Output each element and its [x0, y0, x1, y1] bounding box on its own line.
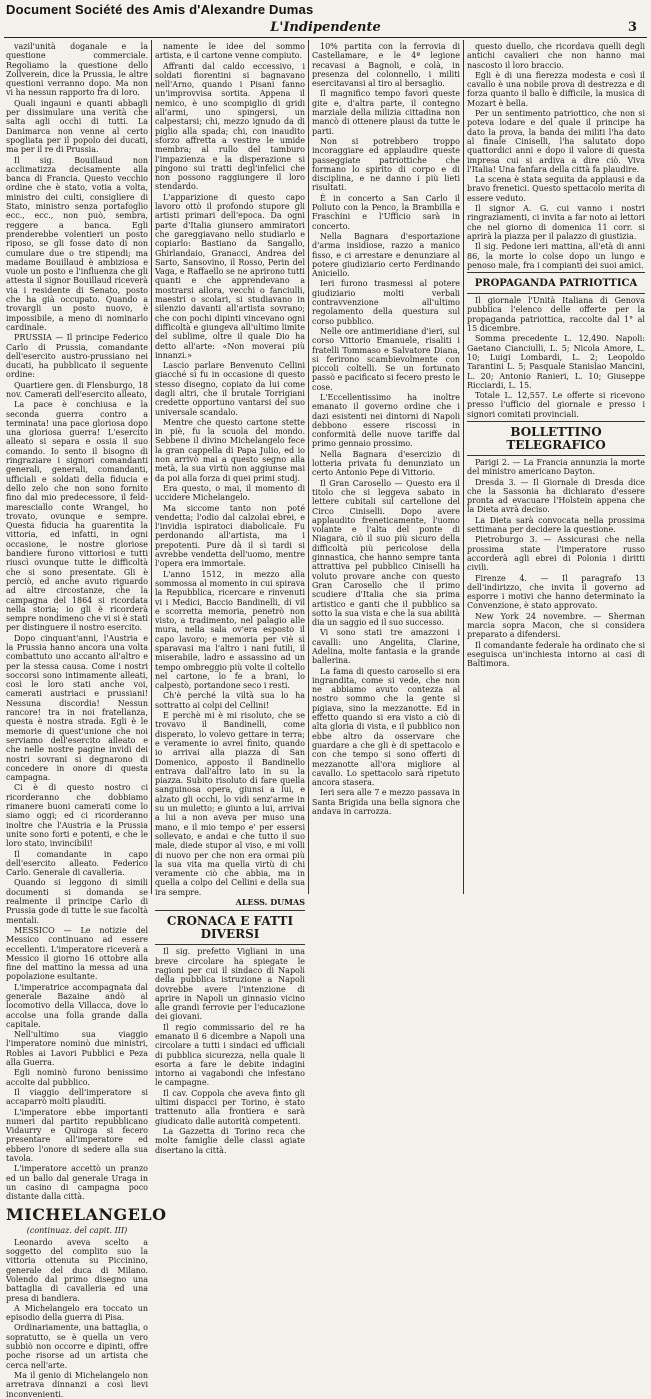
article-paragraph: Lascio parlare Benvenuto Cellini giacché sì fu in occasione di questo stesso disegno, copiato da lui come dagli altri, che il brutale Torrigiani credette opportuno vantarsi del suo universale scandalo.	[155, 361, 305, 417]
article-paragraph: PRUSSIA — Il principe Federico Carlo di Prussia, comandante dell'esercito austro-prussiano nei ducati, ha pubblicato il seguente ordine:	[6, 333, 148, 380]
bollettino-paragraphs	[467, 458, 645, 669]
article-paragraph: vazil'unità doganale e la questione commerciale. Regoliamo la questione dello Zollverein, dice la Prussia, le altre questioni verranno dopo. Ma non vi ha nessun rapporto fra di loro.	[6, 42, 148, 98]
article-paragraph: L'imperatore ebbe importanti numeri dal partito repubblicano Vidaurry e Quiroga si fecero presentare all'imperatore ed ebbero l'onore di sedere alla sua tavola.	[6, 1107, 148, 1164]
watermark-text: Document Société des Amis d'Alexandre Dumas	[6, 2, 314, 17]
telegram-paragraph: Dresda 3. — Il Giornale di Dresda dice che la Sassonia ha dichiarato d'essere pronta ad evacuare l'Holstein appena che la Dieta avrà deciso.	[467, 477, 645, 515]
news-paragraph: Egli è di una fierezza modesta e così il cavallo è una nobile prova di destrezza e di forza quanto il ballo è difficile, la musica di Mozart è bella.	[467, 70, 645, 108]
michelangelo-heading: MICHELANGELO	[6, 1204, 167, 1224]
news-paragraph: La fama di questo carosello si era ingrandita, come si vede, che non ne abbiamo avuto contezza al nostro sommo che la gente si pigiava, sino la mezzanotte. Ed in effetto quando si era visto a ciò di alta gloria di vista, e il pubblico non ebbe altro da osservare che guardare a che gli è di spettacolo e con che tempo si sono offerti di mezzanotte all'ora migliore al cavallo. Lo spettacolo sarà ripetuto ancora stasera.	[312, 666, 460, 788]
article-paragraph: Egli nominò furono benissimo accolte dal pubblico.	[6, 1068, 148, 1087]
michelangelo-paragraphs	[6, 1238, 148, 1399]
column-divider	[151, 40, 152, 894]
news-paragraph: Il magnifico tempo favorì queste gite e, d'altra parte, il contegno marziale della milizia cittadina non mancò di ottenere plausi da tutte le parti.	[312, 89, 460, 136]
news-paragraph: Il sig. prefetto Vigliani in una breve circolare ha spiegate le ragioni per cui il sindaco di Napoli della pubblica istruzione a Napoli dovrebbe avere l'intenzione di aprire in Napoli un ginnasio vicino alle grandi ferrovie per l'educazione dei giovani.	[155, 947, 305, 1022]
article-paragraph: Dopo cinquant'anni, l'Austria e la Prussia hanno ancora una volta combattuto uno accanto all'altro e per la stessa causa. Come i nostri soccorsi sono intimamente alleati, così le loro stati anche voi, camerati austriaci e prussiani! Nessuna discordia! Nessun rancore! tra in noi fratellanza, questa è nostra strada. Egli è le memorie di quest'unione che noi serviamo dell'esercito alleato e che nelle nostre pagine invidi dei nostri sovrani si degnarono di concedere in onore di questa campagna.	[6, 633, 148, 783]
telegram-paragraph: Il comandante federale ha ordinato che si eseguisca un'inchiesta intorno ai casi di Baltimora.	[467, 640, 645, 669]
article-paragraph: Il comandante in capo dell'esercito alleato. Federico Carlo. Generale di cavalleria.	[6, 849, 148, 878]
column-3	[312, 42, 460, 894]
article-paragraph: namente le idee del sommo artista, e il cartone venne compiuto.	[155, 42, 305, 61]
news-paragraph: Nelle ore antimeridiane d'ieri, sul corso Vittorio Emanuele, risaliti i fratelli Tommaso e Salvatore Diana, si ferirono scambievolmente con piccoli coltelli. Se un fortunato passò e pacificato si fecero presto le cose.	[312, 326, 460, 392]
article-paragraph: Ma il genio di Michelangelo non arretrava dinnanzi a così lievi inconvenienti.	[6, 1370, 148, 1399]
article-paragraph: Il sig. Bouillaud non acclimatizza decisamente alla banca di Francia. Questo vecchio ordine che è stato, votia a volta, ministro dei culti, consigliere di Stato, ministro senza portafoglio ecc., ecc., non può, sembra, reggere a banca. Egli prenderebbe volentieri un posto riposo, se gli fosse dato di non cumulare due o tre stipendi; ma madame Bouillaud è ambiziosa e vuole un posto e l'influenza che gli attesta il signor Bouillaud riceverà via i residente di Senato, posto che ha già occupato. Quando a trovargli un posto nuovo, è impossibile, a meno di nominarlo cardinale.	[6, 155, 148, 332]
article-paragraph: L'imperatrice accompagnata dal generale Bazaine andò al locomotivo della Villacca, dove lo accolse una folla grande dalla capitale.	[6, 982, 148, 1029]
article-paragraph: Ordinariamente, una battaglia, o sopratutto, se è quella un vero subbiò non occorre e dipinti, offre poche risorse ad un artista che cerca nell'arte.	[6, 1323, 148, 1370]
news-paragraph: Non si potrebbero troppo incoraggiare ed applaudire queste passeggiate patriottiche che formano lo spirito di corpo e di disciplina, e ne danno i più lieti risultati.	[312, 136, 460, 193]
telegram-paragraph: Firenze 4. — Il paragrafo 13 dell'indirizzo, che invita il governo ad esporre i motivi che hanno determinato la Convenzione, è stato approvato.	[467, 573, 645, 611]
michelangelo-subheading: (continuaz. del capit. III)	[26, 1225, 128, 1235]
news-paragraph: La Gazzetta di Torino reca che molte famiglie delle classi agiate disertano la città.	[155, 1126, 305, 1155]
article-paragraph: Ch'è perché la viltà sua lo ha sottratto ai colpi del Cellini!	[155, 691, 305, 710]
news-paragraph: Somma precedente L. 12,490. Napoli: Gaetano Cianciulli, L. 5; Nicola Amore, L. 10; Luigi Lombardi, L. 2; Leopoldo Tarantini L. 5; Pasquale Stanislao Mancini, L. 20; Antonio Ranieri, L. 10; Giuseppe Ricciardi, L. 15.	[467, 334, 645, 390]
news-paragraph: Ieri furono trasmessi al potere giudiziario molti verbali contravvenzione all'ultimo regolamento della questura sul corso pubblico.	[312, 279, 460, 326]
article-paragraph: L'apparizione di questo capo lavoro ottò il profondo stupore gli artisti primari dell'epoca. Da ogni parte d'Italia giunsero ammiratori che gareggiavano nello studiarlo e copiarlo: Bastiano da Sangallo, Ghirlandaio, Granacci, Andrea del Sarto, Sansovino, il Rosso, Perin del Vaga, e Raffaello se ne aprirono tutti quanti e che apprendevano a mostrarsi allora, vecchi o fanciulli, maestri o scolari, si studiavano in silenzio davanti all'artista sovrano; che con pochi dipinti vincevano ogni difficoltà e giungeva all'ultimo limite del sublime, oltre il quale Dio ha detto all'arte: «Non moverai più innanzi.»	[155, 192, 305, 360]
article-paragraph: Il viaggio dell'imperatore si accaparrò molti plauditi.	[6, 1087, 148, 1107]
article-paragraph: L'imperatore accettò un pranzo ed un ballo dal generale Uraga in un casino di campagna poco distante dalla città.	[6, 1164, 148, 1202]
news-paragraph: L'Eccellentissimo ha inoltre emanato il governo ordine che i dazi esistenti nei dintorni di Napoli debbono essere riscossi in conformità delle nuove tariffe dal primo gennaio prossimo.	[312, 392, 460, 449]
news-paragraph: Ieri sera alle 7 e mezzo passava in Santa Brigida una bella signora che andava in carrozza.	[312, 788, 460, 817]
masthead-title: L'Indipendente	[270, 20, 381, 35]
news-paragraph: Il cav. Coppola che aveva finto gli ultimi dispacci per Torino, è stato trattenuto alla frontiera e sarà giudicato dalle autorità competenti.	[155, 1088, 305, 1126]
article-paragraph: Leonardo aveva scelto a soggetto del complito suo la vittoria ottenuta su Piccinino, generale del duca di Milano. Volendo dal primo disegno una battaglia di cavalleria ed una presa di bandiera.	[6, 1237, 148, 1303]
column-divider	[308, 40, 309, 894]
news-paragraph: È in concerto a San Carlo il Poliuto con la Penco, la Brambilla e Fraschini e l'Ufficio sarà in concerto.	[312, 193, 460, 231]
telegram-paragraph: La Dieta sarà convocata nella prossima settimana per decidere la questione.	[467, 515, 645, 535]
article-paragraph: Era questo, o mai, il momento di uccidere Michelangelo.	[155, 483, 305, 503]
article-paragraph: Quando si leggono di simili documenti si domanda se realmente il principe Carlo di Prussia gode di tutte le sue facoltà mentali.	[6, 878, 148, 925]
propaganda-paragraphs	[467, 296, 645, 419]
article-paragraph: Mentre che questo cartone stette in piè, fu la scuola del mondo. Sebbene il divino Michelangelo fece la gran cappella di Papa Julio, ed io non arrivò mai a questo segno alla metà, la sua virtù non aggiunse mai da poi alla forza di quei primi studj.	[155, 417, 305, 483]
column-3-paragraphs	[312, 42, 460, 816]
author-signature: ALESS. DUMAS	[235, 897, 305, 908]
telegram-paragraph: Parigi 2. — La Francia annunzia la morte del ministro americano Dayton.	[467, 457, 645, 477]
bollettino-heading: BOLLETTINO TELEGRAFICO	[506, 424, 606, 452]
article-paragraph: Quartiere gen. di Flensburgo, 18 nov. Camerati dell'esercito alleato,	[6, 380, 148, 399]
article-paragraph: Ci è di questo nostro ci ricorderanno che dobbiamo rimanere buoni camerati come lo siamo oggi; ed ci ricorderanno inoltre che l'Austria e la Prussia unite sono forti e potenti, e che le loro stato, invincibili!	[6, 783, 148, 849]
news-paragraph: Il regio commissario del re ha emanato il 6 dicembre a Napoli una circolare a tutti i sindaci ed ufficiali di pubblica sicurezza, nella quale li esorta a fare le debite indagini intorno ai vagabondi che infestano le campagne.	[155, 1022, 305, 1088]
news-paragraph: Vi sono stati tre amazzoni i cavalli: uno Angelita, Clarine, Adelina, molte fantasia e la grande ballerina.	[312, 628, 460, 666]
column-divider	[463, 40, 464, 894]
telegram-paragraph: Pietroburgo 3. — Assicurasi che nella prossima state l'imperatore russo accorderà agli ebrei di Polonia i diritti civili.	[467, 535, 645, 573]
column-1-paragraphs	[6, 42, 148, 1202]
column-1	[6, 42, 167, 1399]
column-4	[467, 42, 645, 894]
news-paragraph: Nella Bagnara d'esportazione d'arma insidiose, razzo a manico fisso, e ci arrestare e denunziare al potere giudiziario certo Ferdinando Aniciello.	[312, 231, 460, 279]
article-paragraph: Quali ingauni e quanti abbagli per dissimulare una verità che salta agli occhi di tutti. La Danimarca non venne al certo spogliata per il popolo dei ducati, ma per il re di Prussia.	[6, 98, 148, 155]
news-paragraph: Totale L. 12,557. Le offerte si ricevono presso l'ufficio del giornale e presso i signori comitati provinciali.	[467, 391, 645, 419]
news-paragraph: Il giornale l'Unità Italiana di Genova pubblica l'elenco delle offerte per la propaganda patriottica, raccolte dal 1° al 15 dicembre.	[467, 296, 645, 334]
header-rule	[4, 37, 647, 38]
article-paragraph: Affranti dal caldo eccessivo, i soldati fiorentini si bagnavano nell'Arno, quando i Pisani fanno un'improvvisa sortita. Appena il nemico, è uno scompiglio di gridi all'armi, uno spingersi, un calpestarsi; chi, mezzo ignudo da di piglio alla spada; chi, con inaudito sforzo affretta a vestire le umide membra; al rullo del tamburo l'impazienza e la disperazione si pingono sui tratti degl'infelici che non possono raggiungere il loro stendardo.	[155, 61, 305, 192]
article-paragraph: La pace è conchiusa e la seconda guerra contro a terminata! una pace gloriosa dopo una gloriosa guerra! L'esercito alleato si separa e ossia il suo comando. Io sento il bisogno di ringraziare i signori comandanti generali, generali, comandanti, ufficiali e soldati della fiducia e dello zelo che non sono fornito fino dal mio predecessore, il feld-maresciallo conte Wrangel, ho trovato, ovunque e sempre. Questa fiducia ha guarentita la vittoria, ed infatti, in ogni occasione, le nostre gloriose bandiere furono vittoriosi e tutti riuscì ovunque tutte le difficoltà che si sono presentate. Gli è perciò, ed anche avuto riguardo ad altre circostanze, che la campagna del 1864 si ricordata nella storia; io gli è ricorderà sempre nondimeno che vi si è stati per distinguere il nostro esercito.	[6, 400, 148, 633]
news-paragraph: Il Gran Carosello — Questo era il titolo che si leggeva sabato in lettere cubitali sul cartellone del Circo Ciniselli. Dopo avere applaudito freneticamente, l'uomo volante e l'alta del ponte di Niagara, ciò il suo più sicuro della difficoltà più pericolose della ginnastica, che hanno sempre tanta attrattiva pel pubblico Ciniselli ha voluto provare anche con questo Gran Carosello che il primo scudiere d'Italia che sia prima artistico e ganti che il pubblico sa sotto la sua vista e che la sua abilità dia un saggio ed il suo successo.	[312, 478, 460, 628]
column-2-paragraphs	[155, 42, 305, 897]
article-paragraph: MESSICO — Le notizie del Messico continuano ad essere eccellenti. L'imperatore riceverà a Messico il giorno 16 ottobre alla fine del mattino la messa ad una popolazione esultante.	[6, 925, 148, 982]
news-paragraph: Nella Bagnara d'esercizio di lotteria privata fu denunziato un certo Antonio Pepe di Vittorio.	[312, 449, 460, 478]
news-paragraph: 10% partita con la ferrovia di Castellamare, e le 4ª legione recavasi a Bagnoli, e colà, in presenza del colonnello, i militi esercitavansi al tiro al bersaglio.	[312, 42, 460, 89]
propaganda-heading: PROPAGANDA PATRIOTTICA	[474, 278, 638, 290]
article-paragraph: L'anno 1512, in mezzo alla sommossa al momento in cui spirava la Repubblica, ricercare e rinvenuti vi i Medici, Baccio Bandinelli, di vil e scorretta memoria, penetrò non visto, a tradimento, nel palagio alle mura, nella sala ov'era esposto il capo lavoro; e memoria per viè sì sparavasi ma l'altro i nani futili, il miserabile, ladro e assassino ad un tempo ombreggio più volte il coltello nel cartone, lo fe a brani, lo calpestò, portandone seco i resti.	[155, 569, 305, 691]
cronaca-paragraphs	[155, 947, 305, 1155]
cronaca-heading: CRONACA E FATTI DIVERSI	[166, 914, 294, 942]
news-paragraph: questo duello, che ricordava quelli degli antichi cavalieri che non hanno mai nascosto il loro braccio.	[467, 42, 645, 70]
article-paragraph: Nell'ultimo sua viaggio l'imperatore nominò due ministri, Robles ai Lavori Pubblici e Peza alla Guerra.	[6, 1030, 148, 1068]
page-number: 3	[627, 20, 637, 35]
news-paragraph: Il sig. Pedone ieri mattina, all'età di anni 86, la morte lo colse dopo un lungo e penoso male, fra i compianti dei suoi amici.	[467, 242, 645, 270]
column-2	[155, 42, 305, 1155]
column-4-paragraphs	[467, 42, 645, 270]
news-paragraph: Il signor A. G. cui vanno i nostri ringraziamenti, ci invita a far noto ai lettori che nel giorno di domenica 11 corr. si aprirà la piazza per il palazzo di giustizia.	[467, 204, 645, 241]
article-paragraph: E perchè mi è mi risoluto, che se trovavo il Bandinelli, come disperato, lo volevo gettare in terra; e veramente io avrei finito, quando io arrivai alla piazza di San Domenico, apposto il Bandinello entrava dall'altro lato in su la piazza. Subito risoluto di fare quella sanguinosa opera, giunsi a lui, e alzato gli occhi, lo vidi senz'arme in su un muletto; e giunto a lui, arrivai a lui a non aveva per muso una mano, e il mio tempo e' per essersi sollevato, e andai e che tutto il suo male, diede stupor al viso, e mi volli di nuovo per che non era ormai più la sua vita ma quella virtù di chi veramente ciò che abbia, ma in quella a colpo del Cellini e della sua ira sempre.	[155, 711, 305, 897]
news-paragraph: Per un sentimento patriottico, che non si poteva lodare e del quale il principe ha dato la prova, la banda dei militi l'ha dato al finale Ciniselli, l'ha salutato dopo quattordici anni e dopo il valore di questa impresa cui si ardiva a dire ciò. Viva l'Italia! Una fanfara della città fa plaudire.	[467, 109, 645, 174]
telegram-paragraph: New York 24 novembre. — Sherman marcia sopra Macon, che si considera preparato a difendersi.	[467, 611, 645, 640]
article-paragraph: A Michelangelo era toccato un episodio della guerra di Pisa.	[6, 1303, 148, 1323]
news-paragraph: La scena è stata seguita da applausi e da bravo frenetici. Questo spettacolo merita di essere veduto.	[467, 175, 645, 203]
article-paragraph: Ma siccome tanto non poté vendetta; l'odio dal calzolai ebrei, e l'invidia ispiratoci diabolicale. Fu perdonando all'artista, ma i prepotenti. Pure dà il sì tardi si avrebbe vendetta dell'uomo, mentre l'opera era immortale.	[155, 503, 305, 569]
